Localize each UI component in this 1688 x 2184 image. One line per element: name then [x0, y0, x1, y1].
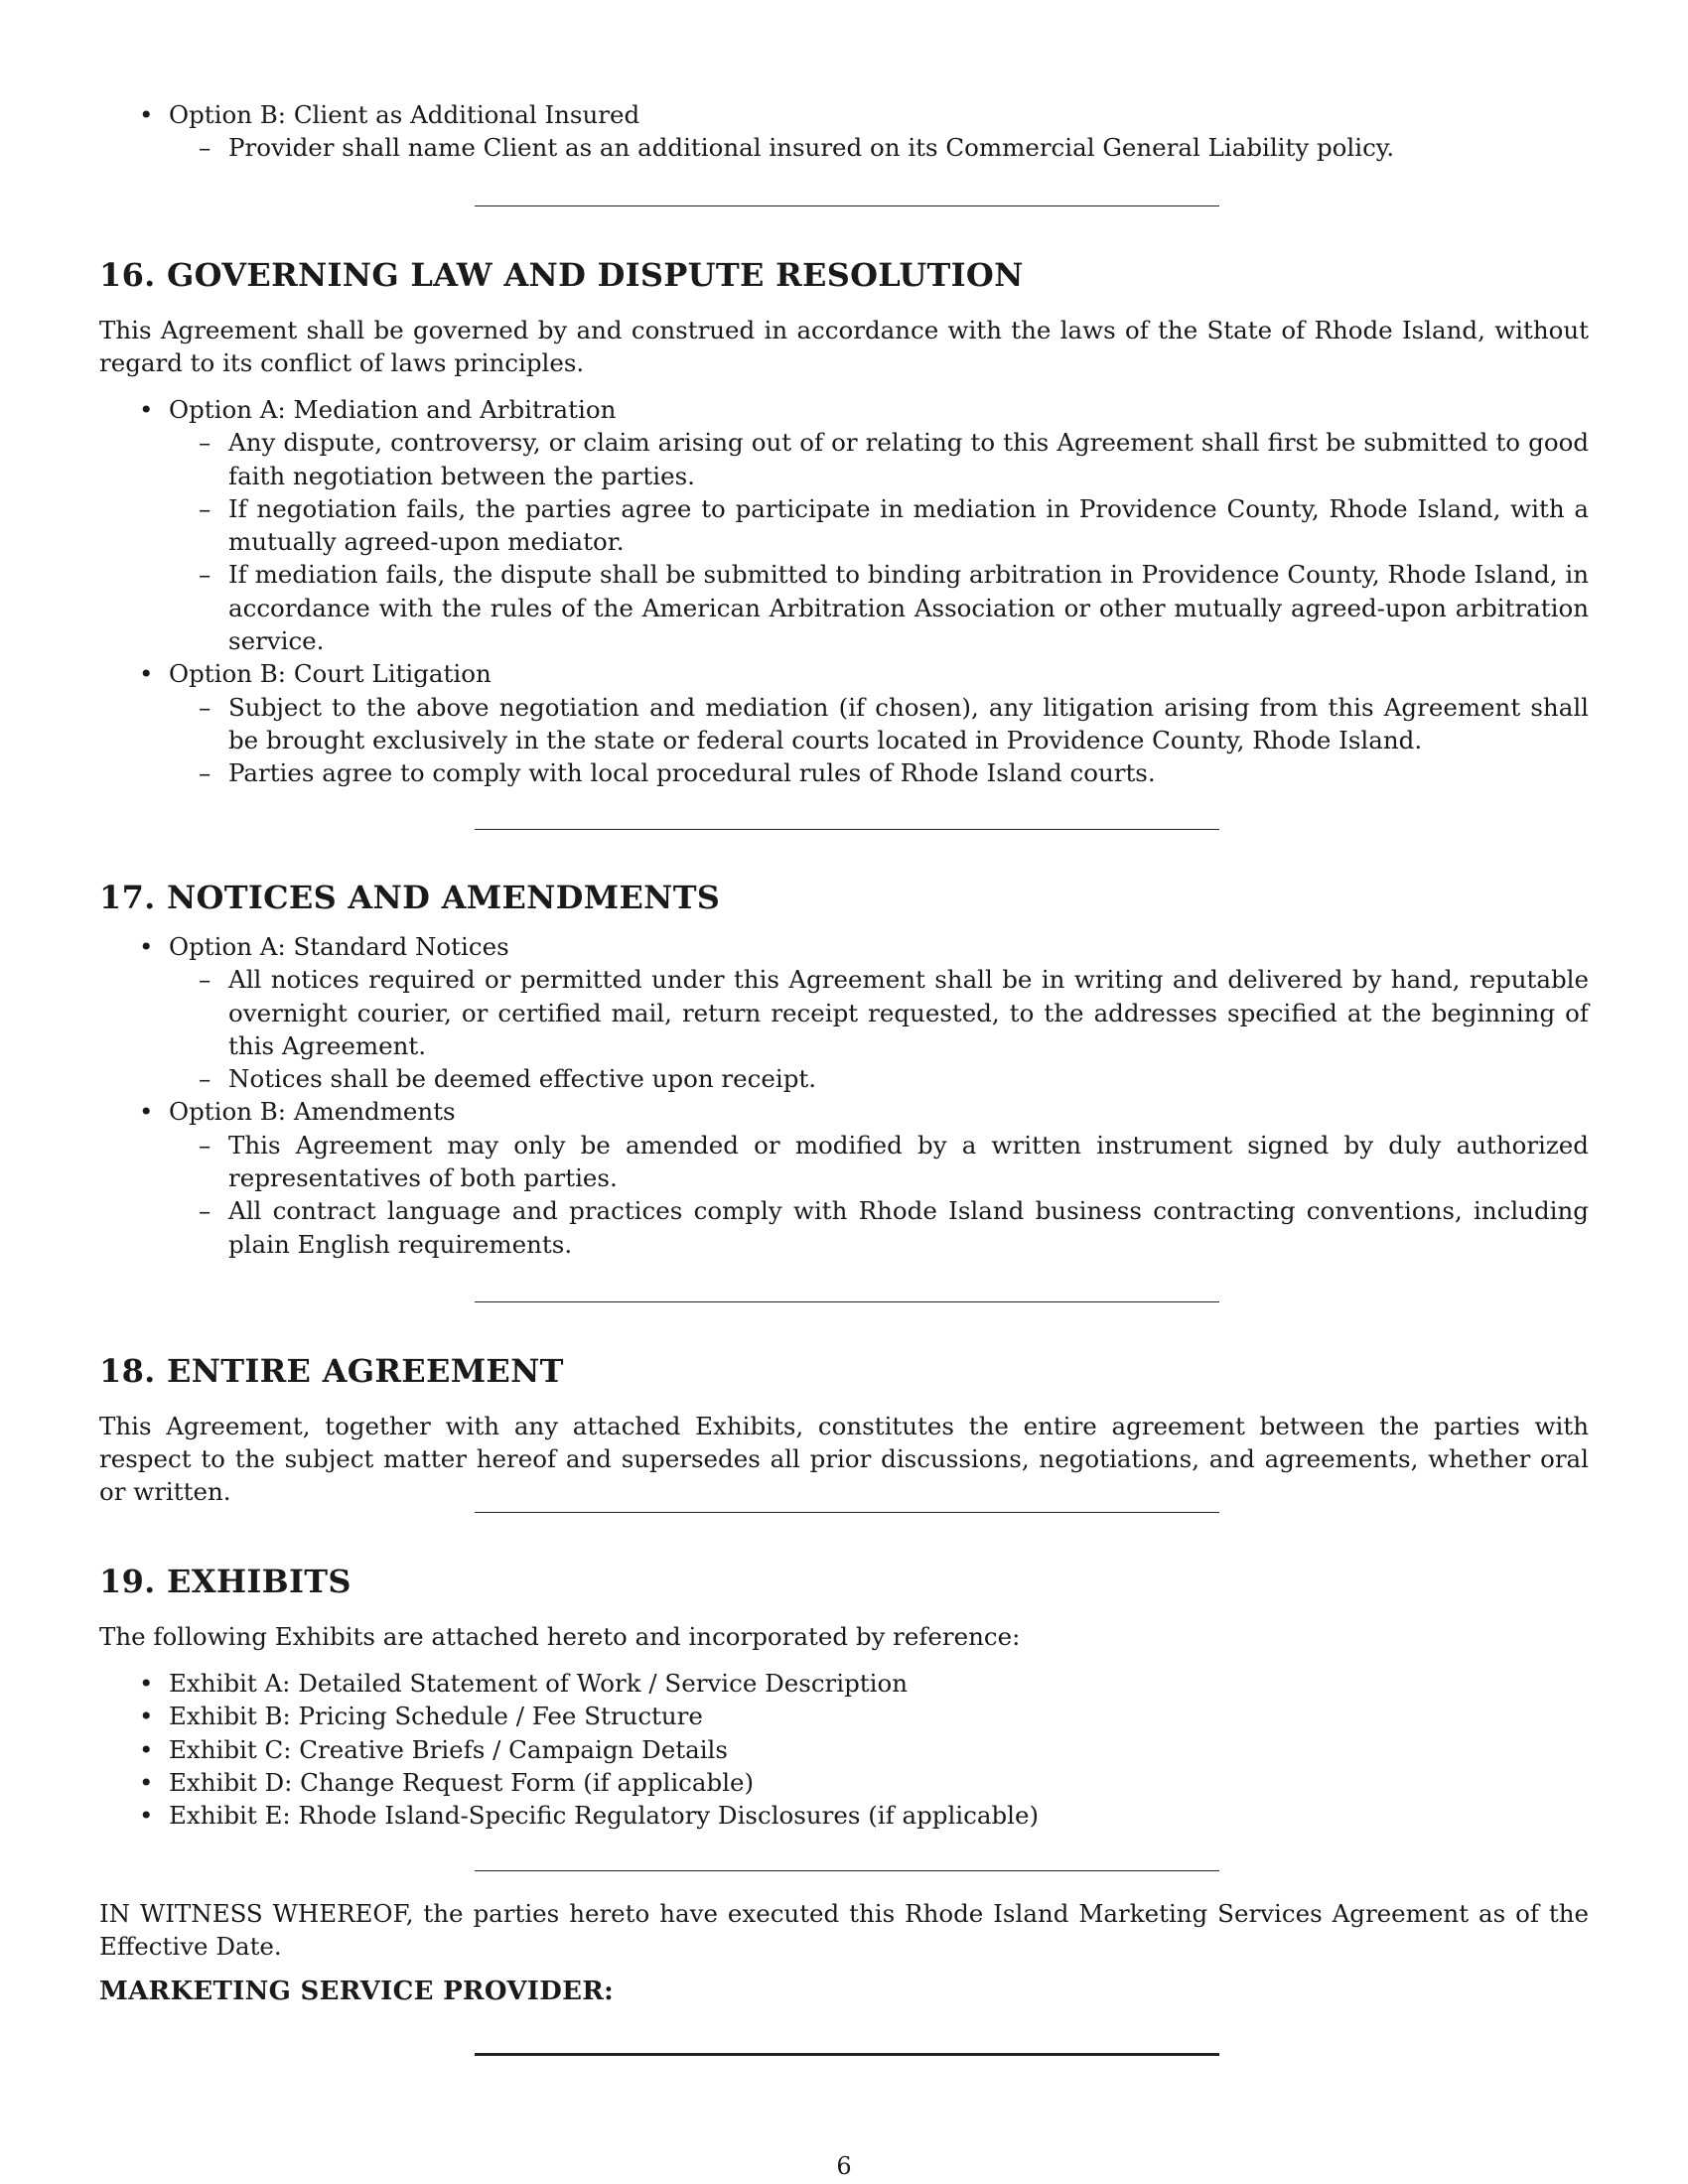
sub-list-item: – If negotiation fails, the parties agree to participate in mediation in Providence County, Rhode Island, with a mutually agreed-upon mediator.	[199, 493, 1589, 557]
section-divider	[475, 205, 1219, 206]
section-divider	[475, 1512, 1219, 1513]
bullet-icon: •	[139, 100, 154, 129]
bullet-icon: •	[139, 1097, 154, 1127]
dash-icon: –	[199, 428, 211, 458]
dash-icon: –	[199, 493, 211, 523]
section-16	[99, 256, 1589, 790]
dash-icon: –	[199, 1196, 211, 1226]
dash-icon: –	[199, 1064, 211, 1094]
exhibit-item: • Exhibit B: Pricing Schedule / Fee Structure	[99, 1700, 1589, 1732]
bullet-icon: •	[139, 1734, 154, 1764]
sub-list-item: – This Agreement may only be amended or modified by a written instrument signed by duly authorized representatives of both parties.	[199, 1130, 1589, 1193]
bullet-icon: •	[139, 1702, 154, 1731]
provider-label: MARKETING SERVICE PROVIDER:	[99, 1977, 615, 2006]
sub-list-item: – If mediation fails, the dispute shall be submitted to binding arbitration in Providence County, Rhode Island, in accordance with the rules of the American Arbitration Association or other mutually agreed-upon arbitration service.	[199, 560, 1589, 656]
bullet-icon: •	[139, 659, 154, 689]
section-heading: 17. NOTICES AND AMENDMENTS	[99, 879, 721, 916]
list-item	[99, 98, 1589, 165]
sub-list-item: – Any dispute, controversy, or claim arising out of or relating to this Agreement shall first be submitted to good faith negotiation between the parties.	[199, 428, 1589, 490]
option-label: Option A: Mediation and Arbitration	[169, 395, 617, 424]
section-heading: 16. GOVERNING LAW AND DISPUTE RESOLUTION	[99, 256, 1024, 294]
sub-list-item: – Parties agree to comply with local procedural rules of Rhode Island courts.	[169, 756, 1589, 789]
exhibit-item: • Exhibit E: Rhode Island-Specific Regulatory Disclosures (if applicable)	[99, 1799, 1589, 1832]
dash-icon: –	[199, 133, 211, 163]
page-number: 6	[836, 2152, 852, 2180]
sub-list-item: – Provider shall name Client as an additional insured on its Commercial General Liability policy.	[169, 131, 1589, 164]
bullet-icon: •	[139, 395, 154, 424]
section-divider	[475, 1301, 1219, 1302]
sub-list-item: – Subject to the above negotiation and mediation (if chosen), any litigation arising from this Agreement shall be brought exclusively in the state or federal courts located in Providence County, Rhode Island.	[199, 692, 1589, 754]
section-17	[99, 879, 1589, 1261]
list-item	[99, 393, 1589, 657]
exhibit-item: • Exhibit D: Change Request Form (if applicable)	[99, 1766, 1589, 1799]
exhibit-item: • Exhibit A: Detailed Statement of Work / Service Description	[99, 1667, 1589, 1700]
section-heading: 18. ENTIRE AGREEMENT	[99, 1352, 564, 1390]
section-19	[99, 1563, 1589, 1832]
signature-line	[475, 2053, 1219, 2056]
bullet-icon: •	[139, 1669, 154, 1698]
section-divider	[475, 1870, 1219, 1871]
list-item	[99, 930, 1589, 1095]
option-label: Option B: Client as Additional Insured	[169, 100, 640, 129]
option-label: Option B: Court Litigation	[169, 659, 492, 689]
dash-icon: –	[199, 1130, 211, 1160]
bullet-icon: •	[139, 932, 154, 961]
dash-icon: –	[199, 560, 211, 590]
dash-icon: –	[199, 758, 211, 788]
list-item	[99, 657, 1589, 789]
sub-list-item: – Notices shall be deemed effective upon receipt.	[169, 1062, 1589, 1095]
bullet-icon: •	[139, 1801, 154, 1831]
list-item	[99, 1095, 1589, 1260]
option-label: Option B: Amendments	[169, 1097, 456, 1127]
section-divider	[475, 829, 1219, 830]
section-18	[99, 1352, 1589, 1508]
bullet-icon: •	[139, 1767, 154, 1797]
section-intro: The following Exhibits are attached hereto and incorporated by reference:	[99, 1622, 1021, 1651]
section-body: This Agreement, together with any attached Exhibits, constitutes the entire agreement between the parties with respect to the subject matter hereof and supersedes all prior discussions, negotiations, and agreements, whether oral or written.	[99, 1412, 1589, 1506]
insurance-option-list	[99, 98, 1589, 165]
sub-list-item: – All contract language and practices comply with Rhode Island business contracting conventions, including plain English requirements.	[199, 1196, 1589, 1259]
section-heading: 19. EXHIBITS	[99, 1563, 352, 1600]
section-intro: This Agreement shall be governed by and construed in accordance with the laws of the State of Rhode Island, without regard to its conflict of laws principles.	[99, 316, 1589, 377]
dash-icon: –	[199, 965, 211, 995]
exhibit-item: • Exhibit C: Creative Briefs / Campaign Details	[99, 1733, 1589, 1766]
witness-block	[99, 1897, 1589, 2006]
witness-clause: IN WITNESS WHEREOF, the parties hereto have executed this Rhode Island Marketing Services Agreement as of the Effective Date.	[99, 1899, 1589, 1961]
option-label: Option A: Standard Notices	[169, 932, 509, 961]
sub-list-item: – All notices required or permitted under this Agreement shall be in writing and delivered by hand, reputable overnight courier, or certified mail, return receipt requested, to the addresses specified at the beginning of this Agreement.	[199, 965, 1589, 1060]
dash-icon: –	[199, 692, 211, 722]
